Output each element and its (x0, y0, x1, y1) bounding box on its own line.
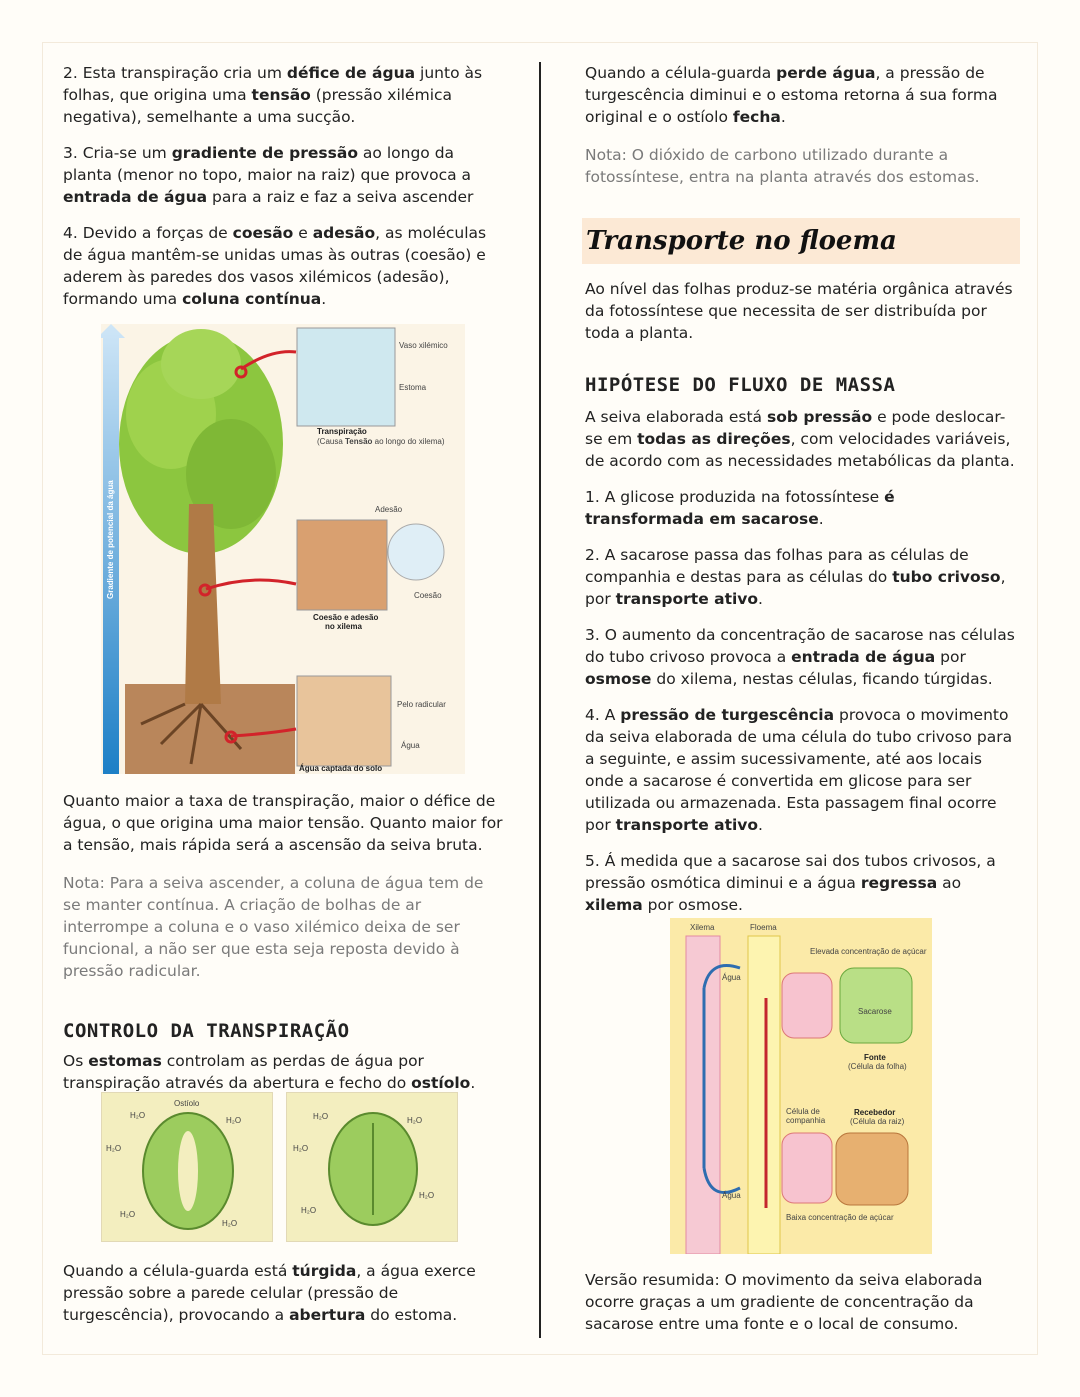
section-title-floema: Transporte no floema (582, 218, 1020, 264)
left-column-lower (63, 790, 503, 1094)
label-h2o: H₂O (419, 1191, 435, 1200)
figure-xylem-transport (101, 324, 465, 774)
figure-stoma-open (101, 1092, 273, 1242)
label-no-xilema: no xilema (325, 622, 362, 631)
step-5: 5. Á medida que a sacarose sai dos tubos crivosos, a pressão osmótica diminui e a água regressa ao xilema por osmose. (585, 852, 996, 914)
left-column-bottom (63, 1260, 503, 1326)
xylem-diagram (101, 324, 465, 774)
label-pelo-radicular: Pelo radicular (397, 700, 446, 709)
label-h2o: H₂O (120, 1210, 136, 1219)
inset-root (297, 676, 391, 766)
sink-cell (782, 1133, 832, 1203)
step-2: 2. A sacarose passa das folhas para as células de companhia e destas para as células do tubo crivoso, por transporte ativo. (585, 546, 1006, 608)
paragraph-sob-pressao: A seiva elaborada está sob pressão e pode deslocar-se em todas as direções, com velocidades variáveis, de acordo com as necessidades metabólicas da planta. (585, 408, 1015, 470)
label-h2o: H₂O (130, 1111, 146, 1120)
label-coesao: Coesão (414, 591, 442, 600)
column-divider (539, 62, 541, 1338)
label-companhia: companhia (786, 1116, 826, 1125)
label-elevada: Elevada concentração de açúcar (810, 947, 927, 956)
label-coesao-adesao: Coesão e adesão (313, 613, 379, 622)
leaf-cell (840, 968, 912, 1043)
heading-controlo: CONTROLO DA TRANSPIRAÇÃO (63, 1020, 350, 1042)
root-cell (836, 1133, 908, 1205)
label-xilema: Xilema (690, 923, 715, 932)
label-sacarose: Sacarose (858, 1007, 892, 1016)
note-coluna: Nota: Para a seiva ascender, a coluna de água tem de se manter contínua. A criação de bolhas de ar interrompe a coluna e o vaso xilémico deixa de ser funcional, a não ser que esta seja reposta devido à pressão radicular. (63, 874, 484, 980)
label-agua-top: Água (722, 973, 741, 982)
stoma-open-diagram (102, 1093, 273, 1242)
left-column (63, 62, 503, 310)
label-tensao: (Causa Tensão ao longo do xilema) (317, 437, 445, 446)
label-h2o: H₂O (226, 1116, 242, 1125)
right-column-bottom (585, 1269, 1015, 1335)
label-estoma: Estoma (399, 383, 427, 392)
label-agua-solo: Água captada do solo (299, 764, 383, 773)
paragraph-versao-resumida: Versão resumida: O movimento da seiva elaborada ocorre graças a um gradiente de concentração da sacarose entre uma fonte e o local de consumo. (585, 1271, 983, 1333)
label-ostiolo: Ostíolo (174, 1099, 200, 1108)
right-column-floema (585, 278, 1015, 916)
inset-leaf (297, 328, 395, 426)
gradient-label: Gradiente de potencial da água (106, 480, 115, 599)
step-1: 1. A glicose produzida na fotossíntese é transformada em sacarose. (585, 488, 895, 528)
label-h2o: H₂O (293, 1144, 309, 1153)
label-recebedor: Recebedor (854, 1108, 896, 1117)
figure-stoma-closed (286, 1092, 458, 1242)
inset-zoom (388, 524, 444, 580)
label-fonte-sub: (Célula da folha) (848, 1062, 907, 1071)
inset-stem (297, 520, 387, 610)
phloem-tube (748, 936, 780, 1254)
note-co2: Nota: O dióxido de carbono utilizado durante a fotossíntese, entra na planta através dos estomas. (585, 146, 980, 186)
heading-hipotese: HIPÓTESE DO FLUXO DE MASSA (585, 374, 896, 396)
paragraph-taxa: Quanto maior a taxa de transpiração, maior o défice de água, o que origina uma maior tensão. Quanto maior for a tensão, mais rápida será a ascensão da seiva bruta. (63, 792, 503, 854)
label-h2o: H₂O (313, 1112, 329, 1121)
step-3: 3. O aumento da concentração de sacarose nas células do tubo crivoso provoca a entrada de água por osmose do xilema, nestas células, ficando túrgidas. (585, 626, 1015, 688)
label-adesao: Adesão (375, 505, 403, 514)
source-cell (782, 973, 832, 1038)
label-h2o: H₂O (301, 1206, 317, 1215)
label-h2o: H₂O (222, 1219, 238, 1228)
label-h2o: H₂O (407, 1116, 423, 1125)
right-column (585, 62, 1015, 188)
paragraph-deficit: 2. Esta transpiração cria um défice de água junto às folhas, que origina uma tensão (pressão xilémica negativa), semelhante a uma sucção. (63, 64, 483, 126)
label-transpiracao: Transpiração (317, 427, 367, 436)
label-agua-bottom: Água (722, 1191, 741, 1200)
paragraph-estomas: Os estomas controlam as perdas de água por transpiração através da abertura e fecho do ostíolo. (63, 1052, 476, 1092)
step-4: 4. A pressão de turgescência provoca o movimento da seiva elaborada de uma célula do tubo crivoso para a seguinte, e assim sucessivamente, até aos locais onde a sacarose é convertida em glicose para ser utilizada ou armazenada. Esta passagem final ocorre por transporte ativo. (585, 706, 1013, 834)
label-h2o: H₂O (106, 1144, 122, 1153)
figure-phloem-transport (670, 918, 932, 1254)
label-agua: Água (401, 741, 420, 750)
paragraph-gradiente: 3. Cria-se um gradiente de pressão ao longo da planta (menor no topo, maior na raiz) que provoca a entrada de água para a raiz e faz a seiva ascender (63, 144, 474, 206)
label-vaso: Vaso xilémico (399, 341, 448, 350)
label-celula-de: Célula de (786, 1107, 820, 1116)
phloem-diagram (670, 918, 932, 1254)
label-baixa: Baixa concentração de açúcar (786, 1213, 894, 1222)
label-recebedor-sub: (Célula da raiz) (850, 1117, 905, 1126)
paragraph-coesao: 4. Devido a forças de coesão e adesão, as moléculas de água mantêm-se unidas umas às outras (coesão) e aderem às paredes dos vasos xilémicos (adesão), formando uma coluna contínua. (63, 224, 487, 308)
label-fonte: Fonte (864, 1053, 886, 1062)
label-floema: Floema (750, 923, 777, 932)
paragraph-materia-organica: Ao nível das folhas produz-se matéria orgânica através da fotossíntese que necessita de ser distribuída por toda a planta. (585, 280, 1013, 342)
paragraph-turgida: Quando a célula-guarda está túrgida, a água exerce pressão sobre a parede celular (pressão de turgescência), provocando a abertura do estoma. (63, 1262, 476, 1324)
paragraph-perde-agua: Quando a célula-guarda perde água, a pressão de turgescência diminui e o estoma retorna á sua forma original e o ostíolo fecha. (585, 64, 998, 126)
stoma-closed-diagram (287, 1093, 458, 1242)
